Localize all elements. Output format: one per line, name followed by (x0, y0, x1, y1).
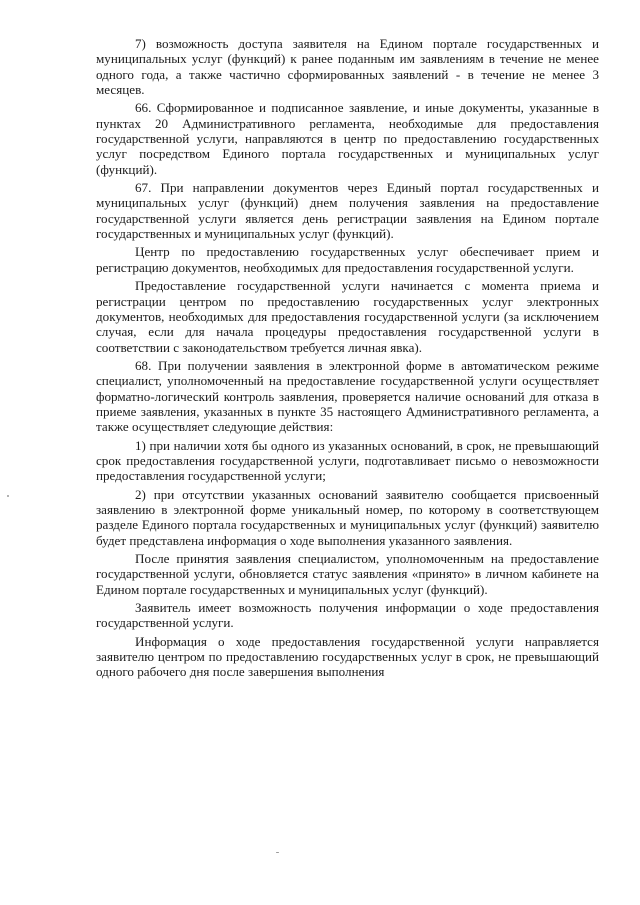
scan-speck (7, 495, 9, 497)
paragraph-68: 68. При получении заявления в электронной форме в автоматическом режиме специалист, уполномоченный на предоставление государственной услуги осуществляет форматно-логический контроль заявления, проверяется наличие оснований для отказа в приеме заявления, указанных в пункте 35 настоящего Административного регламента, а также осуществляет следующие действия: (96, 357, 599, 435)
paragraph-center-reception: Центр по предоставлению государственных услуг обеспечивает прием и регистрацию документов, необходимых для предоставления государственной услуги. (96, 244, 599, 275)
paragraph-info-delivery: Информация о ходе предоставления государственной услуги направляется заявителю центром по предоставлению государственных услуг в срок, не превышающий одного рабочего дня после завершения выполнения (96, 633, 599, 680)
paragraph-service-start: Предоставление государственной услуги начинается с момента приема и регистрации центром по предоставлению государственных услуг электронных документов, необходимых для предоставления государственной услуги (за исключением случая, если для начала процедуры предоставления государственной услуги в соответствии с законодательством требуется личная явка). (96, 278, 599, 355)
paragraph-68-item-1: 1) при наличии хотя бы одного из указанных оснований, в срок, не превышающий срок предоставления государственной услуги, подготавливает письмо о невозможности предоставления государственной услуги; (96, 437, 599, 484)
paragraph-status-update: После принятия заявления специалистом, уполномоченным на предоставление государственной услуги, обновляется статус заявления «принято» в личном кабинете на Едином портале государственных и муниципальных услуг (функций). (96, 551, 599, 597)
paragraph-applicant-info: Заявитель имеет возможность получения информации о ходе предоставления государственной услуги. (96, 600, 599, 631)
paragraph-item-7: 7) возможность доступа заявителя на Едином портале государственных и муниципальных услуг (функций) к ранее поданным им заявлениям в течение не менее одного года, а также частично сформированных заявлений - в течение не менее 3 месяцев. (96, 36, 599, 98)
paragraph-67: 67. При направлении документов через Единый портал государственных и муниципальных услуг (функций) днем получения заявления на предоставление государственной услуги является день регистрации заявления на Едином портале государственных и муниципальных услуг (функций). (96, 180, 599, 242)
paragraph-68-item-2: 2) при отсутствии указанных оснований заявителю сообщается присвоенный заявлению в электронной форме уникальный номер, по которому в соответствующем разделе Единого портала государственных и муниципальных услуг (функций) заявителю будет представлена информация о ходе выполнения указанного заявления. (96, 486, 599, 548)
paragraph-66: 66. Сформированное и подписанное заявление, и иные документы, указанные в пунктах 20 Административного регламента, необходимые для предоставления государственной услуги, направляются в центр по предоставлению государственных услуг посредством Единого портала государственных и муниципальных услуг (функций). (96, 100, 599, 177)
scan-speck (276, 852, 279, 853)
document-body (96, 36, 599, 683)
